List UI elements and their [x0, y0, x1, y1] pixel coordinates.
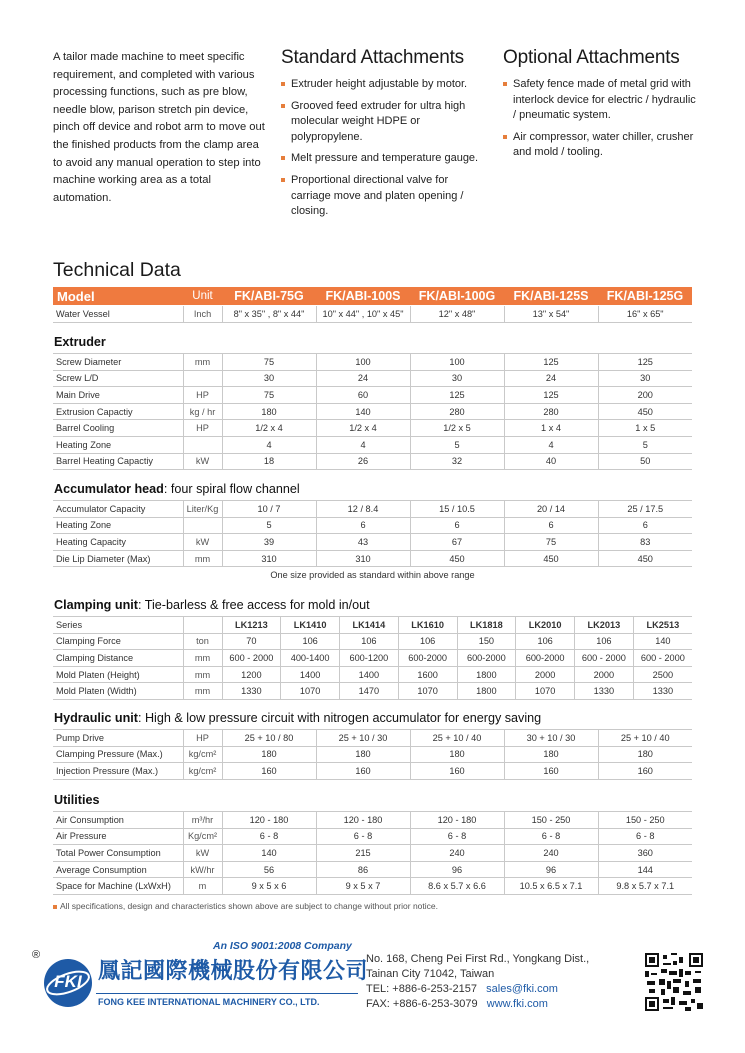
accumulator-table: [53, 500, 692, 567]
model-name: FK/ABI-100S: [325, 289, 401, 303]
section-title: Hydraulic unit: [54, 711, 138, 725]
cell: 180: [316, 746, 410, 763]
cell: 140: [633, 633, 692, 650]
list-item: Proportional directional valve for carriage move and platen opening / closing.: [281, 173, 486, 220]
series-name: LK1414: [340, 617, 399, 634]
iso-label: An ISO 9001:2008 Company: [213, 940, 352, 952]
cell: 6: [504, 517, 598, 534]
accumulator-section-title: [54, 482, 300, 496]
table-row: [53, 387, 692, 404]
cell: 15 / 10.5: [410, 501, 504, 518]
cell: 2000: [516, 666, 575, 683]
row-unit: [183, 370, 222, 387]
table-row: [53, 370, 692, 387]
cell: 67: [410, 534, 504, 551]
section-title: Utilities: [54, 793, 100, 807]
row-label: Total Power Consumption: [53, 845, 183, 862]
cell: 1 x 4: [504, 420, 598, 437]
cell: 106: [281, 633, 340, 650]
row-label: Screw Diameter: [53, 354, 183, 371]
cell: 2500: [633, 666, 692, 683]
cell: 310: [316, 550, 410, 567]
cell: 4: [222, 436, 316, 453]
row-unit: mm: [183, 354, 222, 371]
row-unit: [183, 617, 222, 634]
series-name: LK1610: [398, 617, 457, 634]
list-item: Air compressor, water chiller, crusher and mold / tooling.: [503, 130, 698, 161]
cell: 240: [504, 845, 598, 862]
cell: 26: [316, 453, 410, 470]
row-label: Clamping Pressure (Max.): [53, 746, 183, 763]
company-chinese-name: 鳳記國際機械股份有限公司: [98, 958, 369, 983]
hydraulic-table: [53, 729, 692, 780]
cell: 30 + 10 / 30: [504, 730, 598, 747]
series-name: LK2513: [633, 617, 692, 634]
row-unit: HP: [183, 420, 222, 437]
cell: 100: [410, 354, 504, 371]
row-unit: kg/cm²: [183, 763, 222, 780]
cell: 450: [504, 550, 598, 567]
table-row: [53, 436, 692, 453]
optional-attachments-list: [503, 77, 698, 161]
cell: 40: [504, 453, 598, 470]
row-label: Space for Machine (LxWxH): [53, 878, 183, 895]
cell: 18: [222, 453, 316, 470]
cell: 106: [340, 633, 399, 650]
cell: 1070: [398, 683, 457, 700]
cell: 160: [410, 763, 504, 780]
cell: 1400: [281, 666, 340, 683]
cell: 4: [316, 436, 410, 453]
row-label: Air Pressure: [53, 828, 183, 845]
cell: 106: [575, 633, 634, 650]
cell: 360: [598, 845, 692, 862]
cell: 1470: [340, 683, 399, 700]
divider: [96, 993, 358, 994]
email-link[interactable]: sales@fki.com: [486, 983, 558, 995]
row-unit: Liter/Kg: [183, 501, 222, 518]
cell: 6: [598, 517, 692, 534]
cell: 1/2 x 4: [316, 420, 410, 437]
model-header-bar: [53, 287, 692, 305]
cell: 125: [598, 354, 692, 371]
cell: 125: [504, 387, 598, 404]
cell: 1800: [457, 666, 516, 683]
cell: 450: [598, 403, 692, 420]
row-unit: [183, 517, 222, 534]
cell: 24: [504, 370, 598, 387]
list-item: Safety fence made of metal grid with interlock device for electric / hydraulic / pneumatic system.: [503, 77, 698, 124]
cell: 9.8 x 5.7 x 7.1: [598, 878, 692, 895]
cell: 86: [316, 861, 410, 878]
cell: 10" x 44" , 10" x 45": [316, 306, 410, 323]
table-row: [53, 812, 692, 829]
cell: 160: [222, 763, 316, 780]
cell: 180: [504, 746, 598, 763]
cell: 1/2 x 5: [410, 420, 504, 437]
model-name: FK/ABI-100G: [418, 289, 496, 303]
series-name: LK2010: [516, 617, 575, 634]
row-label: Mold Platen (Width): [53, 683, 183, 700]
cell: 8" x 35" , 8" x 44": [222, 306, 316, 323]
cell: 600-2000: [398, 650, 457, 667]
model-name: FK/ABI-75G: [234, 289, 304, 303]
contact-block: [366, 952, 589, 1012]
cell: 13" x 54": [504, 306, 598, 323]
table-row: [53, 534, 692, 551]
table-row: [53, 403, 692, 420]
standard-attachments-list: [281, 77, 486, 220]
row-unit: Inch: [183, 306, 222, 323]
cell: 600 - 2000: [633, 650, 692, 667]
row-unit: mm: [183, 550, 222, 567]
series-row: [53, 617, 692, 634]
cell: 25 + 10 / 40: [410, 730, 504, 747]
intro-paragraph: A tailor made machine to meet specific requirement, and completed with various processing functions, such as pre blow, needle blow, parison stretch pin device, pinch off device and robot arm to move out the finished products from the clamp area to avoid any manual operation to step into machine working area as a total automation.: [53, 51, 265, 204]
cell: 120 - 180: [316, 812, 410, 829]
cell: 1070: [281, 683, 340, 700]
list-item: Extruder height adjustable by motor.: [281, 77, 486, 93]
table-row: [53, 650, 692, 667]
row-label: Heating Capacity: [53, 534, 183, 551]
row-label: Heating Zone: [53, 436, 183, 453]
row-label: Clamping Force: [53, 633, 183, 650]
table-row: [53, 501, 692, 518]
row-unit: ton: [183, 633, 222, 650]
row-unit: kW/hr: [183, 861, 222, 878]
row-unit: kW: [183, 453, 222, 470]
cell: 1800: [457, 683, 516, 700]
row-unit: HP: [183, 387, 222, 404]
optional-attachments-title: Optional Attachments: [503, 47, 680, 68]
cell: 120 - 180: [222, 812, 316, 829]
row-label: Water Vessel: [53, 306, 183, 323]
cell: 160: [598, 763, 692, 780]
section-subtitle: : Tie-barless & free access for mold in/out: [137, 598, 370, 612]
cell: 400-1400: [281, 650, 340, 667]
section-subtitle: : four spiral flow channel: [163, 482, 300, 496]
row-label: Main Drive: [53, 387, 183, 404]
cell: 5: [222, 517, 316, 534]
cell: 25 + 10 / 40: [598, 730, 692, 747]
cell: 125: [504, 354, 598, 371]
cell: 6: [410, 517, 504, 534]
cell: 180: [222, 403, 316, 420]
row-unit: kW: [183, 534, 222, 551]
company-english-name: FONG KEE INTERNATIONAL MACHINERY CO., LTD.: [98, 997, 320, 1007]
table-row: [53, 420, 692, 437]
registered-mark: ®: [32, 949, 41, 961]
cell: 2000: [575, 666, 634, 683]
cell: 6 - 8: [410, 828, 504, 845]
row-label: Series: [53, 617, 183, 634]
accumulator-note: One size provided as standard within above range: [270, 570, 475, 580]
address-line-1: No. 168, Cheng Pei First Rd., Yongkang Dist.,: [366, 953, 590, 965]
cell: 32: [410, 453, 504, 470]
row-unit: kg / hr: [183, 403, 222, 420]
table-row: [53, 633, 692, 650]
table-row: [53, 861, 692, 878]
cell: 150 - 250: [598, 812, 692, 829]
cell: 43: [316, 534, 410, 551]
extruder-section-title: [54, 335, 106, 349]
section-subtitle: : High & low pressure circuit with nitrogen accumulator for energy saving: [137, 711, 542, 725]
website-link[interactable]: www.fki.com: [486, 998, 548, 1010]
cell: 8.6 x 5.7 x 6.6: [410, 878, 504, 895]
cell: 600 - 2000: [575, 650, 634, 667]
cell: 450: [410, 550, 504, 567]
cell: 600-2000: [457, 650, 516, 667]
table-row: [53, 683, 692, 700]
optional-attachments: [503, 47, 698, 167]
cell: 9 x 5 x 6: [222, 878, 316, 895]
cell: 106: [398, 633, 457, 650]
section-title: Accumulator head: [54, 482, 164, 496]
row-label: Barrel Cooling: [53, 420, 183, 437]
cell: 6 - 8: [222, 828, 316, 845]
row-unit: HP: [183, 730, 222, 747]
cell: 120 - 180: [410, 812, 504, 829]
cell: 39: [222, 534, 316, 551]
cell: 1330: [633, 683, 692, 700]
cell: 1600: [398, 666, 457, 683]
extruder-table: [53, 353, 692, 470]
model-label: Model: [57, 288, 95, 304]
row-label: Accumulator Capacity: [53, 501, 183, 518]
row-unit: mm: [183, 666, 222, 683]
series-name: LK1410: [281, 617, 340, 634]
section-title: Clamping unit: [54, 598, 138, 612]
cell: 1070: [516, 683, 575, 700]
model-name: FK/ABI-125S: [513, 289, 589, 303]
cell: 240: [410, 845, 504, 862]
cell: 24: [316, 370, 410, 387]
cell: 1330: [575, 683, 634, 700]
fki-logo-text: FKI: [54, 972, 82, 991]
cell: 75: [504, 534, 598, 551]
cell: 5: [598, 436, 692, 453]
row-label: Screw L/D: [53, 370, 183, 387]
row-unit: [183, 436, 222, 453]
cell: 1/2 x 4: [222, 420, 316, 437]
cell: 9 x 5 x 7: [316, 878, 410, 895]
cell: 140: [316, 403, 410, 420]
table-row: [53, 453, 692, 470]
cell: 600 - 2000: [222, 650, 281, 667]
cell: 160: [504, 763, 598, 780]
cell: 56: [222, 861, 316, 878]
cell: 280: [410, 403, 504, 420]
cell: 25 + 10 / 30: [316, 730, 410, 747]
cell: 6 - 8: [598, 828, 692, 845]
row-unit: kW: [183, 845, 222, 862]
cell: 1200: [222, 666, 281, 683]
series-name: LK2013: [575, 617, 634, 634]
row-label: Injection Pressure (Max.): [53, 763, 183, 780]
table-row: [53, 306, 692, 323]
cell: 16" x 65": [598, 306, 692, 323]
standard-attachments: [281, 47, 486, 226]
cell: 215: [316, 845, 410, 862]
row-label: Average Consumption: [53, 861, 183, 878]
cell: 30: [598, 370, 692, 387]
row-label: Mold Platen (Height): [53, 666, 183, 683]
cell: 83: [598, 534, 692, 551]
cell: 25 + 10 / 80: [222, 730, 316, 747]
table-row: [53, 878, 692, 895]
qr-code-icon: [645, 953, 703, 1011]
utilities-section-title: [54, 793, 100, 807]
cell: 4: [504, 436, 598, 453]
row-label: Clamping Distance: [53, 650, 183, 667]
fax: FAX: +886-6-253-3079: [366, 998, 478, 1010]
cell: 144: [598, 861, 692, 878]
cell: 1330: [222, 683, 281, 700]
technical-data-title: Technical Data: [53, 259, 181, 281]
cell: 200: [598, 387, 692, 404]
clamping-table: [53, 616, 692, 700]
cell: 1 x 5: [598, 420, 692, 437]
table-row: [53, 730, 692, 747]
cell: 180: [598, 746, 692, 763]
row-label: Heating Zone: [53, 517, 183, 534]
table-row: [53, 845, 692, 862]
cell: 30: [410, 370, 504, 387]
section-title: Extruder: [54, 335, 106, 349]
cell: 5: [410, 436, 504, 453]
series-name: LK1213: [222, 617, 281, 634]
disclaimer-text: All specifications, design and characteristics shown above are subject to change without prior notice.: [60, 901, 438, 911]
cell: 6 - 8: [316, 828, 410, 845]
row-label: Air Consumption: [53, 812, 183, 829]
address-line-2: Tainan City 71042, Taiwan: [366, 968, 495, 980]
clamping-section-title: [54, 598, 370, 612]
table-row: [53, 354, 692, 371]
cell: 10.5 x 6.5 x 7.1: [504, 878, 598, 895]
water-vessel-table: [53, 306, 692, 323]
model-name: FK/ABI-125G: [606, 289, 684, 303]
cell: 280: [504, 403, 598, 420]
cell: 12 / 8.4: [316, 501, 410, 518]
table-row: [53, 550, 692, 567]
cell: 12" x 48": [410, 306, 504, 323]
row-unit: kg/cm²: [183, 746, 222, 763]
list-item: Grooved feed extruder for ultra high molecular weight HDPE or polypropylene.: [281, 99, 486, 146]
cell: 20 / 14: [504, 501, 598, 518]
disclaimer: [53, 901, 438, 911]
unit-label: Unit: [192, 290, 213, 302]
row-unit: m: [183, 878, 222, 895]
cell: 140: [222, 845, 316, 862]
cell: 10 / 7: [222, 501, 316, 518]
qr-code[interactable]: [645, 953, 703, 1016]
row-unit: mm: [183, 650, 222, 667]
cell: 25 / 17.5: [598, 501, 692, 518]
cell: 100: [316, 354, 410, 371]
cell: 106: [516, 633, 575, 650]
cell: 96: [410, 861, 504, 878]
cell: 600-1200: [340, 650, 399, 667]
cell: 75: [222, 354, 316, 371]
row-unit: mm: [183, 683, 222, 700]
cell: 150 - 250: [504, 812, 598, 829]
cell: 50: [598, 453, 692, 470]
table-row: [53, 746, 692, 763]
row-unit: Kg/cm²: [183, 828, 222, 845]
table-row: [53, 517, 692, 534]
table-row: [53, 763, 692, 780]
cell: 70: [222, 633, 281, 650]
fki-logo: [44, 959, 92, 1007]
cell: 450: [598, 550, 692, 567]
cell: 600-2000: [516, 650, 575, 667]
tel: TEL: +886-6-253-2157: [366, 983, 477, 995]
table-row: [53, 666, 692, 683]
cell: 180: [410, 746, 504, 763]
cell: 310: [222, 550, 316, 567]
cell: 6: [316, 517, 410, 534]
cell: 6 - 8: [504, 828, 598, 845]
list-item: Melt pressure and temperature gauge.: [281, 151, 486, 167]
row-label: Barrel Heating Capactiy: [53, 453, 183, 470]
cell: 96: [504, 861, 598, 878]
cell: 125: [410, 387, 504, 404]
bullet-icon: [53, 905, 57, 909]
cell: 60: [316, 387, 410, 404]
standard-attachments-title: Standard Attachments: [281, 47, 464, 68]
utilities-table: [53, 811, 692, 895]
cell: 160: [316, 763, 410, 780]
hydraulic-section-title: [54, 711, 541, 725]
row-label: Pump Drive: [53, 730, 183, 747]
cell: 30: [222, 370, 316, 387]
table-row: [53, 828, 692, 845]
row-label: Extrusion Capactiy: [53, 403, 183, 420]
cell: 1400: [340, 666, 399, 683]
row-label: Die Lip Diameter (Max): [53, 550, 183, 567]
series-name: LK1818: [457, 617, 516, 634]
row-unit: m³/hr: [183, 812, 222, 829]
cell: 75: [222, 387, 316, 404]
cell: 180: [222, 746, 316, 763]
cell: 150: [457, 633, 516, 650]
